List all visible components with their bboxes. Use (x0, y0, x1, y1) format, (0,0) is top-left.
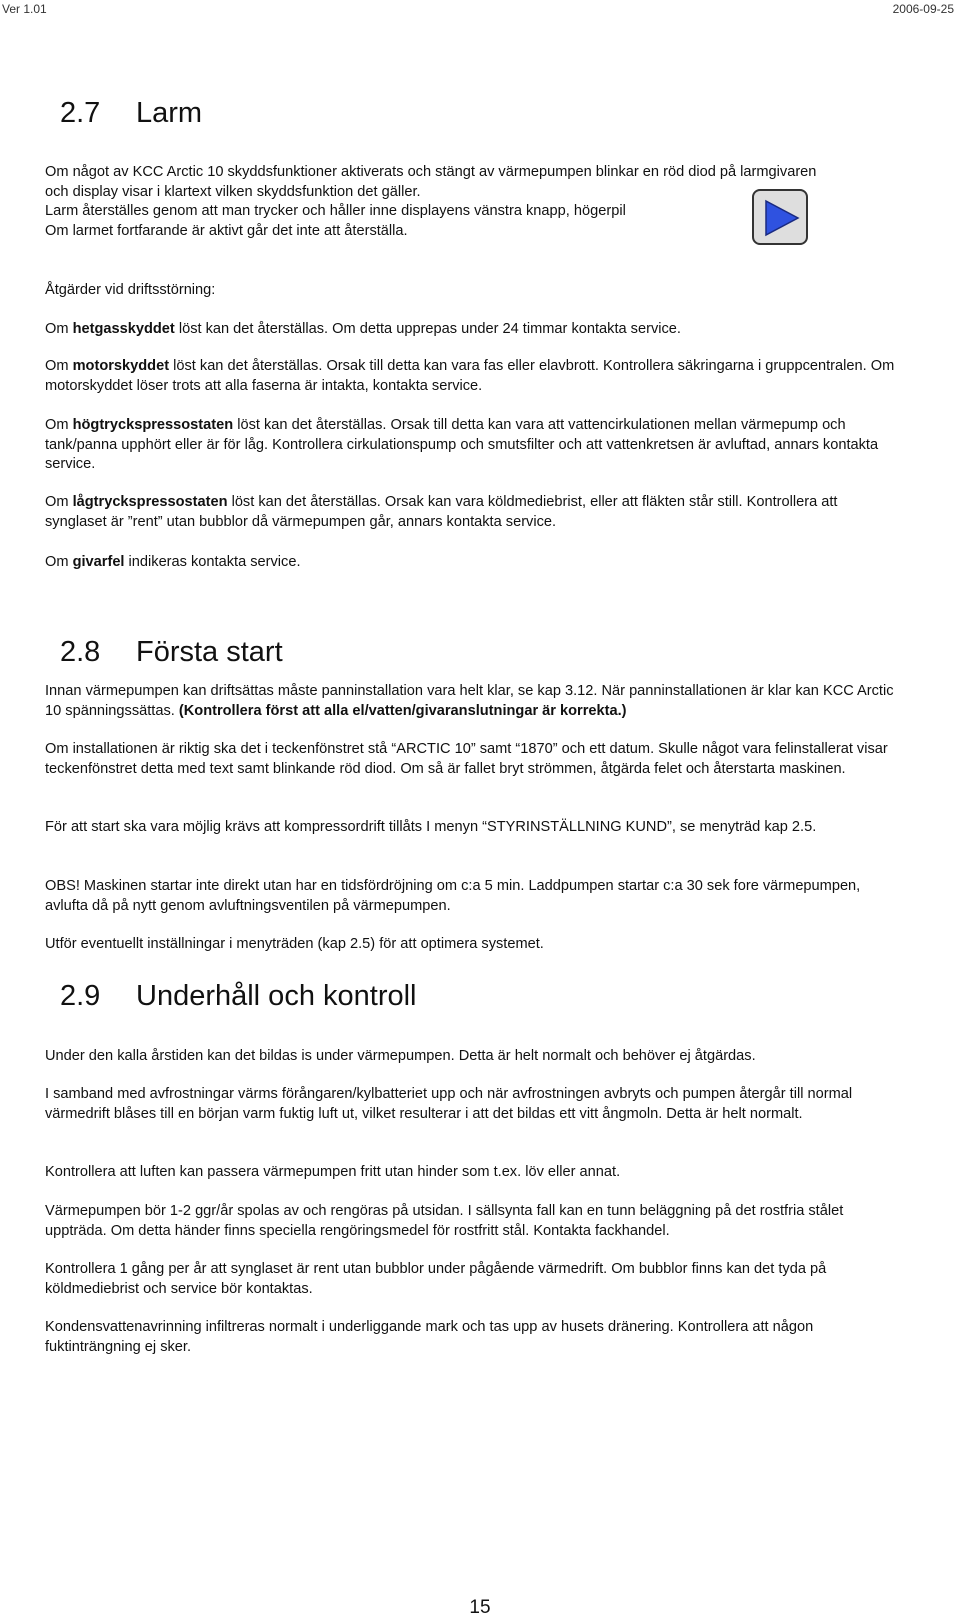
paragraph: För att start ska vara möjlig krävs att kompressordrift tillåts I menyn “STYRINSTÄLLNING KUND”, se menyträd kap 2.5. (45, 819, 817, 835)
version-label: Ver 1.01 (2, 2, 47, 16)
paragraph: Om något av KCC Arctic 10 skyddsfunktioner aktiverats och stängt av värmepumpen blinkar en röd diod på larmgivaren och display visar i klartext vilken skyddsfunktion det gäller. (45, 164, 817, 200)
paragraph: Kontrollera 1 gång per år att synglaset är rent utan bubblor under pågående värmedrift. Om bubblor finns kan det tyda på köldmediebrist och service bör kontaktas. (45, 1261, 827, 1297)
section-number: 2.9 (60, 980, 101, 1012)
paragraph: I samband med avfrostningar värms förångaren/kylbatteriet upp och när avfrostningen avbryts och pumpen återgår till normal värmedrift blåses till en början varm fuktig luft ut, vilket resulterar i att det bildas ett vitt ångmoln. Detta är helt normalt. (45, 1086, 853, 1122)
section-title: Första start (136, 636, 283, 668)
paragraph: Innan värmepumpen kan driftsättas måste panninstallation vara helt klar, se kap 3.12. När panninstallationen är klar kan KCC Arctic 10 spänningssättas. (Kontrollera först att alla el/vatten/givaranslutningar är korrekta.) (45, 683, 894, 719)
action-item: Om givarfel indikeras kontakta service. (45, 554, 301, 570)
action-item: Om hetgasskyddet löst kan det återställas. Om detta upprepas under 24 timmar kontakta service. (45, 321, 681, 337)
section-heading-2-8 (60, 636, 283, 669)
section-heading-2-9 (60, 980, 416, 1013)
right-arrow-button[interactable] (752, 189, 808, 245)
paragraph: Om installationen är riktig ska det i teckenfönstret stå “ARCTIC 10” samt “1870” och ett datum. Skulle något vara felinstallerat visar teckenfönstret detta med text samt blinkande röd diod. Om så är fallet bryt strömmen, åtgärda felet och återstarta maskinen. (45, 741, 888, 777)
paragraph: Värmepumpen bör 1-2 ggr/år spolas av och rengöras på utsidan. I sällsynta fall kan en tunn beläggning på det rostfria stålet uppträda. Om detta händer finns speciella rengöringsmedel för rostfritt stål. Kontakta fackhandel. (45, 1203, 844, 1239)
paragraph: Om larmet fortfarande är aktivt går det inte att återställa. (45, 222, 408, 239)
date-label: 2006-09-25 (892, 2, 954, 16)
page-number: 15 (469, 1597, 491, 1618)
paragraph: Larm återställes genom att man trycker och håller inne displayens vänstra knapp, högerpil (45, 203, 626, 220)
action-item: Om högtryckspressostaten löst kan det återställas. Orsak till detta kan vara att vattencirkulationen mellan värmepump och tank/panna upphört eller är för låg. Kontrollera cirkulationspump och smutsfilter och att vattenkretsen är avluftad, annars kontakta service. (45, 417, 879, 473)
actions-title: Åtgärder vid driftsstörning: (45, 282, 216, 298)
section-number: 2.8 (60, 636, 101, 668)
action-item: Om lågtryckspressostaten löst kan det återställas. Orsak kan vara köldmediebrist, eller att fläkten står still. Kontrollera att synglaset är ”rent” utan bubblor då värmepumpen går, annars kontakta service. (45, 494, 838, 530)
paragraph: Utför eventuellt inställningar i menyträden (kap 2.5) för att optimera systemet. (45, 936, 544, 952)
paragraph: Under den kalla årstiden kan det bildas is under värmepumpen. Detta är helt normalt och behöver ej åtgärdas. (45, 1048, 756, 1064)
action-item: Om motorskyddet löst kan det återställas. Orsak till detta kan vara fas eller elavbrott. Kontrollera säkringarna i gruppcentralen. Om motorskyddet löser trots att alla faserna är intakta, kontakta service. (45, 358, 895, 394)
play-arrow-icon (764, 199, 800, 237)
paragraph: OBS! Maskinen startar inte direkt utan har en tidsfördröjning om c:a 5 min. Laddpumpen startar c:a 30 sek fore värmepumpen, avlufta då på nytt genom avluftningsventilen på värmepumpen. (45, 878, 861, 914)
paragraph: Kondensvattenavrinning infiltreras normalt i underliggande mark och tas upp av husets dränering. Kontrollera att någon fuktinträngning ej sker. (45, 1319, 814, 1355)
section-title: Larm (136, 97, 203, 129)
section-number: 2.7 (60, 97, 101, 129)
paragraph: Kontrollera att luften kan passera värmepumpen fritt utan hinder som t.ex. löv eller annat. (45, 1164, 621, 1180)
section-heading-2-7 (60, 97, 202, 130)
section-title: Underhåll och kontroll (136, 980, 417, 1012)
